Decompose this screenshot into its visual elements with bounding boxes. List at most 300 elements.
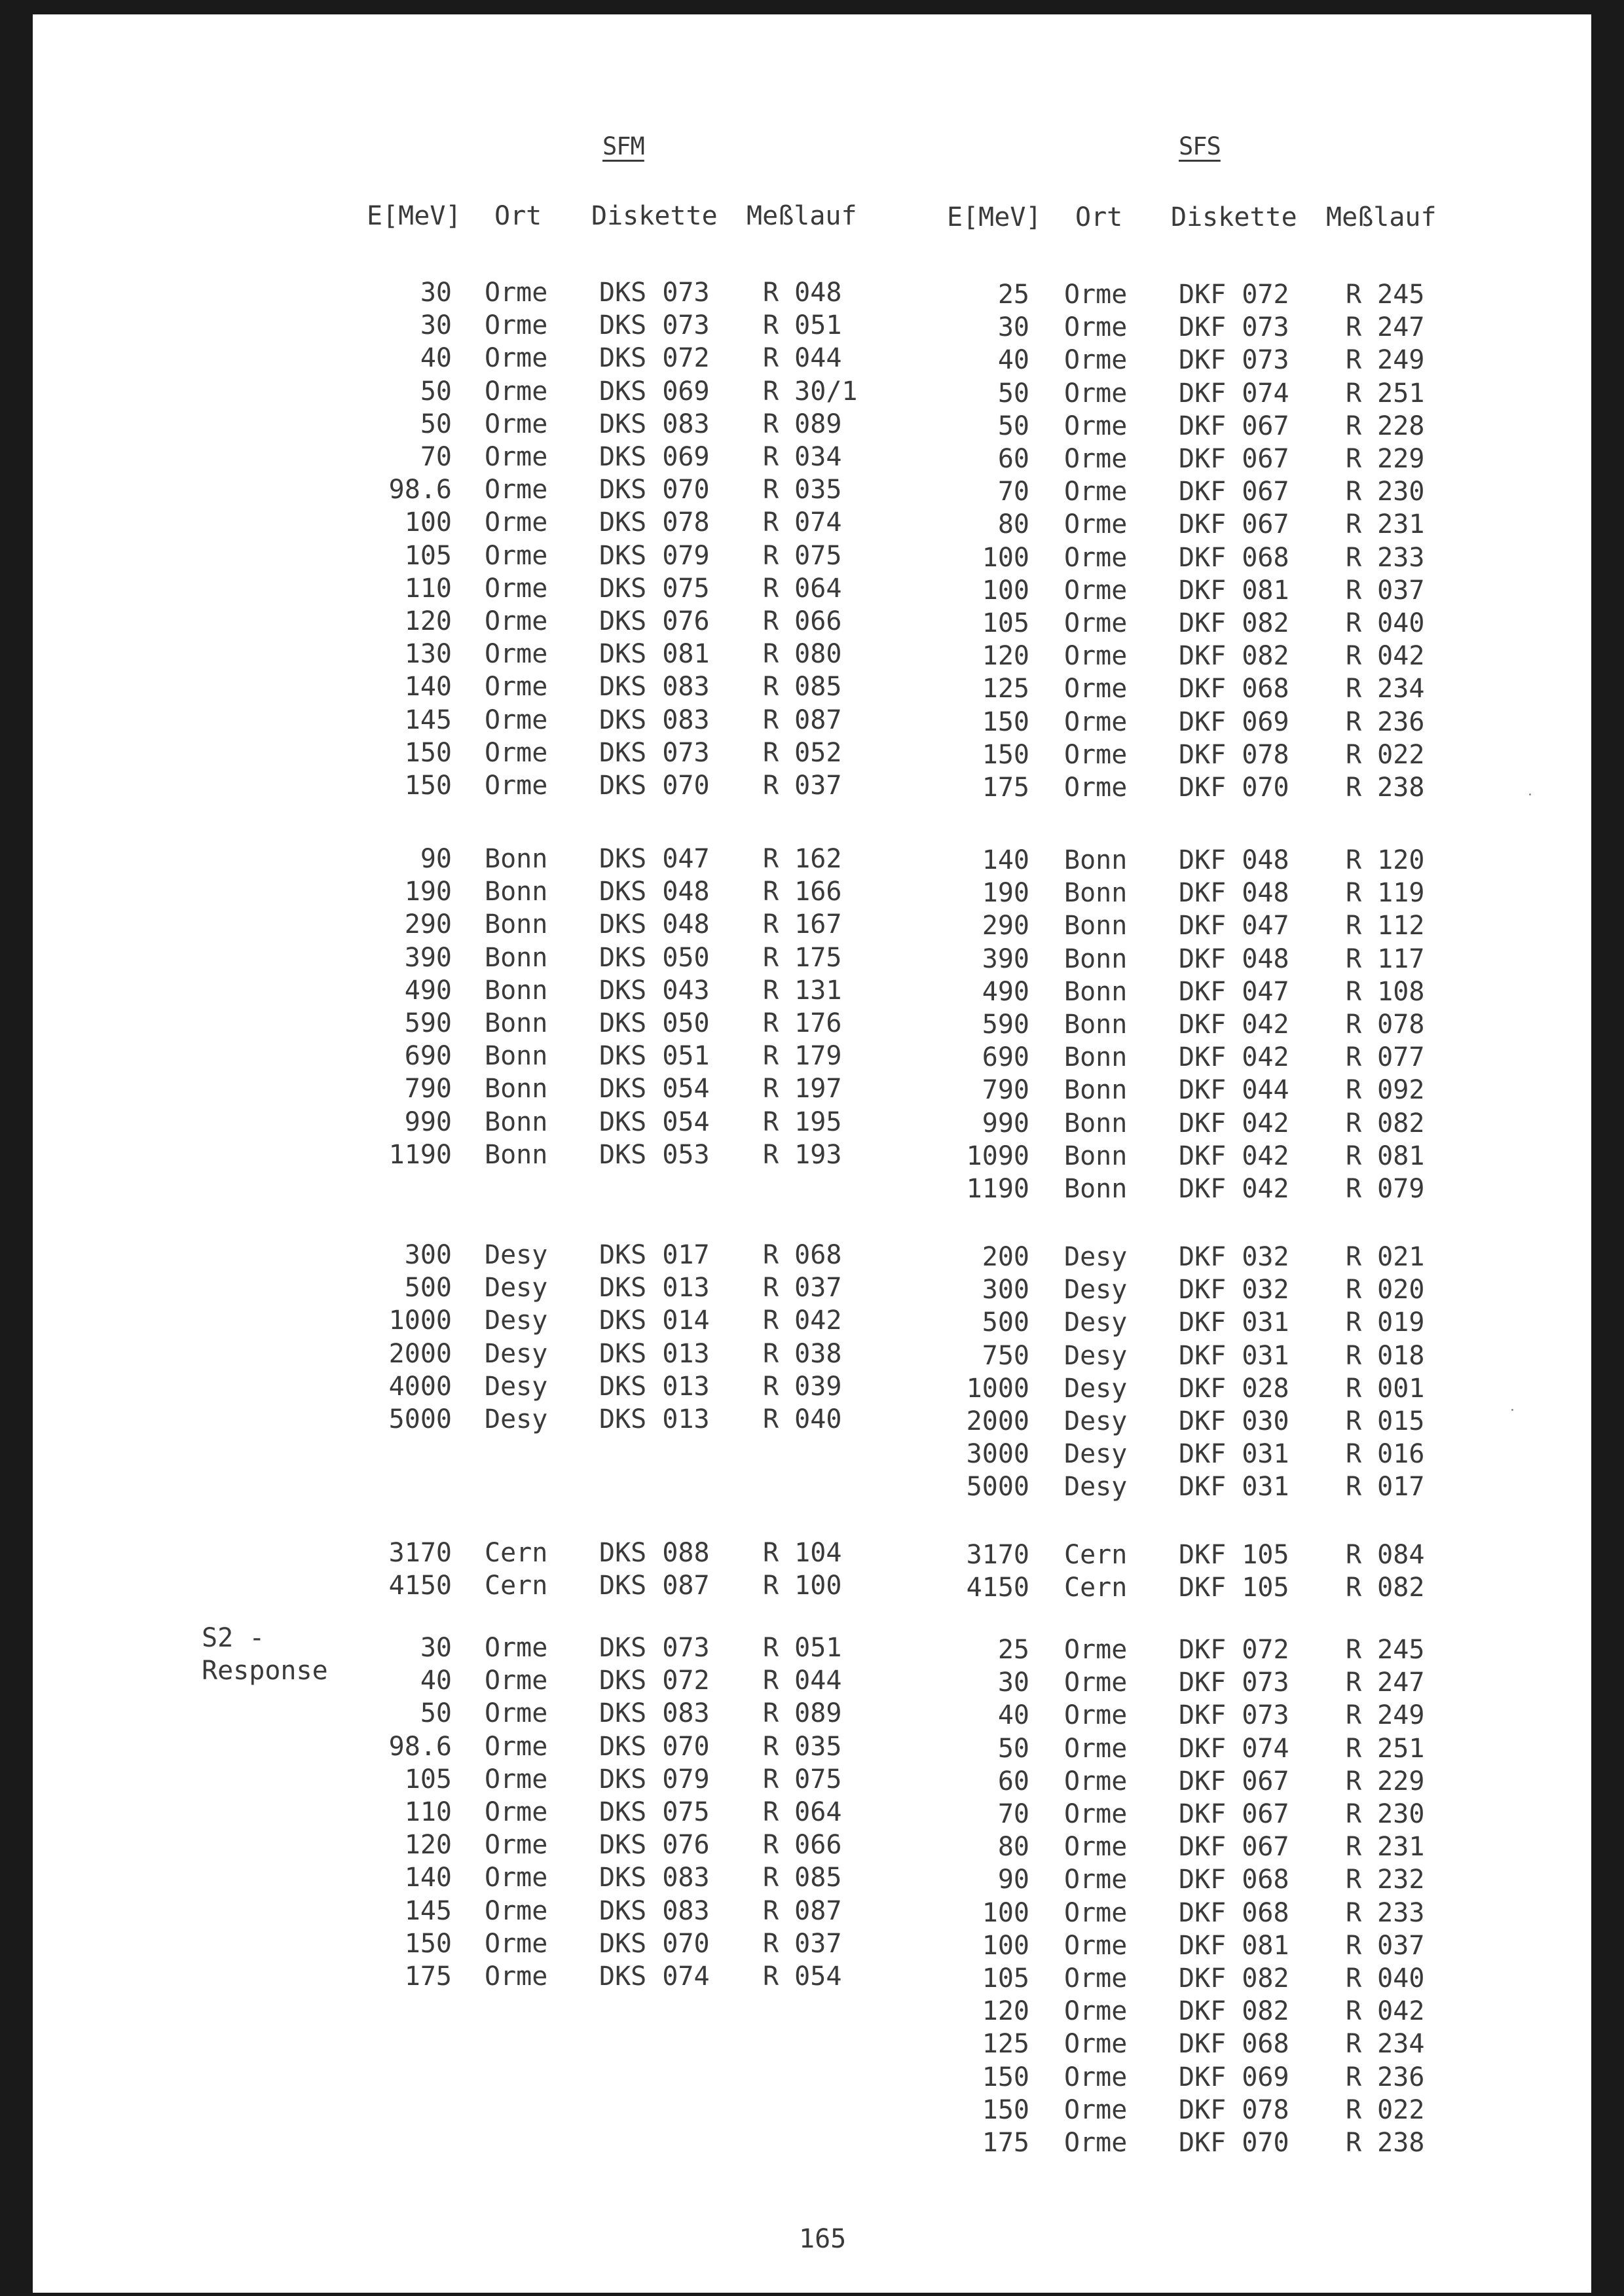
sfm-run-cell: R 048 [763, 278, 842, 308]
sfm-energy-cell: 130 [404, 639, 452, 670]
sfm-energy-cell: 140 [404, 1863, 452, 1893]
sfs-energy-cell: 3170 [966, 1540, 1029, 1570]
sfm-energy-cell: 1000 [388, 1305, 452, 1336]
sfs-energy-cell: 1090 [966, 1140, 1029, 1171]
sfs-site-cell: Orme [1064, 1930, 1128, 1961]
sfs-run-cell: R 037 [1346, 575, 1425, 606]
sfm-site-cell: Orme [485, 1633, 548, 1663]
sfs-run-cell: R 037 [1346, 1930, 1425, 1961]
sfs-run-cell: R 015 [1346, 1406, 1425, 1436]
sfs-run-cell: R 232 [1346, 1865, 1425, 1895]
sfm-energy-cell: 290 [404, 909, 452, 940]
sfs-run-cell: R 082 [1346, 1573, 1425, 1603]
sfm-site-cell: Orme [485, 540, 548, 571]
sfm-energy-cell: 3170 [388, 1538, 452, 1568]
sfs-disk-cell: DKF 078 [1179, 2094, 1289, 2125]
sfm-site-header: Ort [494, 201, 542, 231]
sfs-run-cell: R 230 [1346, 1799, 1425, 1829]
sfm-site-cell: Orme [485, 1928, 548, 1959]
sfm-site-cell: Orme [485, 475, 548, 505]
sfs-site-cell: Orme [1064, 608, 1128, 638]
sfm-energy-header: E[MeV] [367, 201, 462, 231]
sfs-site-cell: Orme [1064, 1635, 1128, 1665]
sfs-disk-cell: DKF 042 [1179, 1042, 1289, 1073]
sfs-disk-cell: DKF 070 [1179, 2128, 1289, 2158]
sfs-site-cell: Bonn [1064, 1174, 1128, 1204]
sfm-run-cell: R 035 [763, 1731, 842, 1762]
sfs-disk-cell: DKF 073 [1179, 1667, 1289, 1698]
sfm-disk-cell: DKS 083 [599, 704, 710, 735]
sfm-section-title: SFM [602, 132, 644, 160]
sfs-energy-cell: 30 [997, 1667, 1029, 1698]
sfm-disk-cell: DKS 083 [599, 1698, 710, 1729]
sfm-run-cell: R 037 [763, 1273, 842, 1303]
sfs-site-cell: Orme [1064, 378, 1128, 409]
sfm-energy-cell: 150 [404, 771, 452, 801]
sfs-site-cell: Orme [1064, 674, 1128, 704]
sfm-site-cell: Orme [485, 639, 548, 670]
sfs-site-cell: Bonn [1064, 878, 1128, 909]
sfm-run-cell: R 104 [763, 1538, 842, 1568]
sfs-site-cell: Desy [1064, 1307, 1128, 1338]
sfm-disk-cell: DKS 076 [599, 1830, 710, 1861]
sfm-energy-cell: 1190 [388, 1139, 452, 1170]
sfs-site-cell: Orme [1064, 2128, 1128, 2158]
sfm-disk-cell: DKS 050 [599, 942, 710, 973]
sfs-site-cell: Orme [1064, 1667, 1128, 1698]
sfm-site-cell: Bonn [485, 844, 548, 874]
sfs-run-header: Meßlauf [1326, 202, 1437, 232]
sfs-site-cell: Orme [1064, 1897, 1128, 1928]
sfm-disk-cell: DKS 017 [599, 1240, 710, 1270]
sfm-disk-cell: DKS 075 [599, 573, 710, 604]
sfm-site-cell: Desy [485, 1371, 548, 1402]
sfs-energy-cell: 500 [982, 1307, 1029, 1338]
sfs-disk-cell: DKF 032 [1179, 1242, 1289, 1272]
sfs-disk-cell: DKF 067 [1179, 509, 1289, 540]
sfm-disk-cell: DKS 081 [599, 639, 710, 670]
sfm-run-cell: R 038 [763, 1338, 842, 1369]
sfm-run-cell: R 075 [763, 1764, 842, 1795]
sfs-run-cell: R 040 [1346, 608, 1425, 638]
sfs-site-cell: Bonn [1064, 911, 1128, 941]
sfs-run-cell: R 017 [1346, 1472, 1425, 1503]
sfm-site-cell: Orme [485, 343, 548, 374]
sfm-run-cell: R 064 [763, 1797, 842, 1827]
sfs-site-cell: Orme [1064, 773, 1128, 803]
sfs-site-cell: Orme [1064, 706, 1128, 737]
sfm-energy-cell: 100 [404, 507, 452, 538]
sfs-site-cell: Bonn [1064, 845, 1128, 875]
sfm-run-cell: R 034 [763, 442, 842, 472]
sfs-run-cell: R 245 [1346, 1635, 1425, 1665]
sfs-run-cell: R 119 [1346, 878, 1425, 909]
sfm-energy-cell: 690 [404, 1041, 452, 1072]
sfm-site-cell: Orme [485, 672, 548, 702]
sfs-disk-cell: DKF 068 [1179, 1897, 1289, 1928]
sfm-energy-cell: 30 [420, 310, 452, 341]
sfs-energy-cell: 50 [997, 1733, 1029, 1764]
sfm-site-cell: Bonn [485, 1074, 548, 1104]
sfm-run-cell: R 195 [763, 1106, 842, 1137]
sfm-disk-cell: DKS 076 [599, 606, 710, 636]
sfm-disk-cell: DKS 070 [599, 1928, 710, 1959]
sfs-energy-cell: 175 [982, 2128, 1029, 2158]
sfm-disk-cell: DKS 083 [599, 409, 710, 439]
sfm-run-cell: R 075 [763, 540, 842, 571]
sfm-run-cell: R 162 [763, 844, 842, 874]
sfs-disk-cell: DKF 105 [1179, 1540, 1289, 1570]
sfs-run-cell: R 247 [1346, 1667, 1425, 1698]
sfm-energy-cell: 4000 [388, 1371, 452, 1402]
sfs-run-cell: R 236 [1346, 706, 1425, 737]
sfm-energy-cell: 40 [420, 343, 452, 374]
sfs-run-cell: R 108 [1346, 976, 1425, 1007]
sfm-energy-cell: 70 [420, 442, 452, 472]
sfs-run-cell: R 231 [1346, 509, 1425, 540]
sfs-disk-cell: DKF 028 [1179, 1373, 1289, 1404]
sfs-disk-cell: DKF 074 [1179, 1733, 1289, 1764]
sfs-energy-cell: 1190 [966, 1174, 1029, 1204]
sfs-energy-cell: 100 [982, 575, 1029, 606]
sfm-disk-cell: DKS 048 [599, 909, 710, 940]
sfm-run-cell: R 064 [763, 573, 842, 604]
sfs-run-cell: R 120 [1346, 845, 1425, 875]
sfm-run-cell: R 037 [763, 771, 842, 801]
sfm-energy-cell: 490 [404, 975, 452, 1006]
sfm-disk-cell: DKS 043 [599, 975, 710, 1006]
sfm-site-cell: Orme [485, 1764, 548, 1795]
sfs-disk-cell: DKF 048 [1179, 878, 1289, 909]
sfs-energy-cell: 750 [982, 1340, 1029, 1371]
sfm-site-cell: Orme [485, 409, 548, 439]
sfs-disk-cell: DKF 042 [1179, 1010, 1289, 1040]
sfm-energy-cell: 500 [404, 1273, 452, 1303]
sfm-run-cell: R 175 [763, 942, 842, 973]
sfs-energy-cell: 50 [997, 410, 1029, 441]
sfs-disk-cell: DKF 067 [1179, 477, 1289, 507]
sfs-energy-cell: 80 [997, 1832, 1029, 1863]
sfm-disk-cell: DKS 083 [599, 1895, 710, 1926]
sfm-site-cell: Orme [485, 1797, 548, 1827]
sfm-energy-cell: 105 [404, 540, 452, 571]
sfs-disk-cell: DKF 042 [1179, 1174, 1289, 1204]
sfs-energy-cell: 5000 [966, 1472, 1029, 1503]
sfs-energy-cell: 150 [982, 739, 1029, 770]
sfm-energy-cell: 140 [404, 672, 452, 702]
sfs-run-cell: R 230 [1346, 477, 1425, 507]
sfm-run-cell: R 166 [763, 877, 842, 907]
sfm-site-cell: Orme [485, 1961, 548, 1992]
sfm-disk-cell: DKS 072 [599, 1666, 710, 1696]
sfm-disk-cell: DKS 051 [599, 1041, 710, 1072]
sfs-energy-cell: 200 [982, 1242, 1029, 1272]
sfs-disk-cell: DKF 072 [1179, 1635, 1289, 1665]
sfm-disk-cell: DKS 070 [599, 1731, 710, 1762]
sfm-energy-cell: 98.6 [388, 1731, 452, 1762]
sfm-disk-cell: DKS 072 [599, 343, 710, 374]
sfs-energy-cell: 70 [997, 1799, 1029, 1829]
sfm-disk-cell: DKS 069 [599, 376, 710, 407]
sfs-site-cell: Desy [1064, 1340, 1128, 1371]
sfm-site-cell: Orme [485, 1863, 548, 1893]
sfs-energy-cell: 300 [982, 1275, 1029, 1305]
sfs-energy-cell: 490 [982, 976, 1029, 1007]
sfs-run-cell: R 251 [1346, 1733, 1425, 1764]
sfm-run-cell: R 066 [763, 606, 842, 636]
sfs-disk-cell: DKF 067 [1179, 444, 1289, 474]
sfs-energy-header: E[MeV] [947, 202, 1042, 232]
sfs-disk-cell: DKF 074 [1179, 378, 1289, 409]
sfm-site-cell: Orme [485, 310, 548, 341]
sfs-site-cell: Orme [1064, 542, 1128, 573]
sfm-energy-cell: 50 [420, 409, 452, 439]
sfs-site-cell: Orme [1064, 641, 1128, 672]
sfs-disk-cell: DKF 068 [1179, 2029, 1289, 2060]
sfm-site-cell: Orme [485, 1666, 548, 1696]
sfs-site-cell: Orme [1064, 477, 1128, 507]
sfs-energy-cell: 40 [997, 1700, 1029, 1731]
sfs-run-cell: R 234 [1346, 674, 1425, 704]
sfs-disk-cell: DKF 067 [1179, 1832, 1289, 1863]
sfs-disk-cell: DKF 069 [1179, 706, 1289, 737]
sfs-disk-cell: DKF 031 [1179, 1472, 1289, 1503]
sfs-energy-cell: 150 [982, 706, 1029, 737]
sfs-disk-cell: DKF 047 [1179, 911, 1289, 941]
sfs-site-cell: Orme [1064, 1865, 1128, 1895]
sfs-run-cell: R 001 [1346, 1373, 1425, 1404]
sfs-energy-cell: 990 [982, 1108, 1029, 1139]
sfm-energy-cell: 110 [404, 1797, 452, 1827]
sfs-disk-cell: DKF 031 [1179, 1307, 1289, 1338]
sfs-energy-cell: 30 [997, 312, 1029, 343]
sfs-site-cell: Orme [1064, 280, 1128, 310]
sfm-site-cell: Orme [485, 704, 548, 735]
sfm-site-cell: Bonn [485, 1041, 548, 1072]
sfs-site-cell: Orme [1064, 1733, 1128, 1764]
sfs-site-cell: Bonn [1064, 976, 1128, 1007]
sfm-disk-header: Diskette [591, 201, 718, 231]
sfs-disk-cell: DKF 078 [1179, 739, 1289, 770]
sfm-run-cell: R 197 [763, 1074, 842, 1104]
sfs-disk-cell: DKF 032 [1179, 1275, 1289, 1305]
sfs-run-cell: R 231 [1346, 1832, 1425, 1863]
sfs-site-cell: Cern [1064, 1540, 1128, 1570]
sfs-disk-cell: DKF 067 [1179, 1799, 1289, 1829]
sfm-site-cell: Orme [485, 278, 548, 308]
sfm-energy-cell: 145 [404, 704, 452, 735]
s2-response-label-line2: Response [202, 1656, 328, 1686]
sfm-site-cell: Orme [485, 606, 548, 636]
sfm-disk-cell: DKS 073 [599, 1633, 710, 1663]
sfs-site-cell: Orme [1064, 345, 1128, 376]
sfs-disk-cell: DKF 072 [1179, 280, 1289, 310]
sfs-run-cell: R 040 [1346, 1963, 1425, 1994]
sfs-site-cell: Orme [1064, 2062, 1128, 2092]
sfm-energy-cell: 50 [420, 376, 452, 407]
sfm-disk-cell: DKS 054 [599, 1106, 710, 1137]
sfs-run-cell: R 249 [1346, 345, 1425, 376]
sfm-energy-cell: 145 [404, 1895, 452, 1926]
sfs-run-cell: R 228 [1346, 410, 1425, 441]
sfm-disk-cell: DKS 075 [599, 1797, 710, 1827]
sfs-energy-cell: 175 [982, 773, 1029, 803]
sfs-disk-cell: DKF 068 [1179, 542, 1289, 573]
sfm-disk-cell: DKS 079 [599, 540, 710, 571]
sfm-site-cell: Orme [485, 376, 548, 407]
sfs-run-cell: R 249 [1346, 1700, 1425, 1731]
sfs-site-cell: Orme [1064, 2029, 1128, 2060]
sfs-energy-cell: 190 [982, 878, 1029, 909]
sfm-run-cell: R 035 [763, 475, 842, 505]
sfm-disk-cell: DKS 013 [599, 1371, 710, 1402]
sfs-site-cell: Bonn [1064, 1042, 1128, 1073]
sfs-site-header: Ort [1075, 202, 1123, 232]
sfm-disk-cell: DKS 013 [599, 1338, 710, 1369]
sfm-site-cell: Cern [485, 1538, 548, 1568]
sfs-run-cell: R 079 [1346, 1174, 1425, 1204]
sfs-energy-cell: 140 [982, 845, 1029, 875]
sfm-energy-cell: 150 [404, 1928, 452, 1959]
sfm-site-cell: Bonn [485, 1008, 548, 1038]
sfs-energy-cell: 290 [982, 911, 1029, 941]
sfs-run-cell: R 238 [1346, 2128, 1425, 2158]
sfm-energy-cell: 120 [404, 606, 452, 636]
sfs-site-cell: Bonn [1064, 943, 1128, 974]
sfm-site-cell: Desy [485, 1404, 548, 1434]
sfs-energy-cell: 60 [997, 444, 1029, 474]
sfm-run-cell: R 074 [763, 507, 842, 538]
page-number: 165 [799, 2224, 847, 2254]
sfs-run-cell: R 022 [1346, 739, 1425, 770]
sfm-energy-cell: 300 [404, 1240, 452, 1270]
sfm-site-cell: Bonn [485, 1139, 548, 1170]
sfs-disk-cell: DKF 042 [1179, 1108, 1289, 1139]
sfm-site-cell: Orme [485, 1698, 548, 1729]
sfm-disk-cell: DKS 047 [599, 844, 710, 874]
sfm-energy-cell: 30 [420, 1633, 452, 1663]
sfs-site-cell: Orme [1064, 1832, 1128, 1863]
sfs-energy-cell: 4150 [966, 1573, 1029, 1603]
sfm-disk-cell: DKS 087 [599, 1571, 710, 1601]
sfs-energy-cell: 120 [982, 641, 1029, 672]
sfs-disk-cell: DKF 067 [1179, 410, 1289, 441]
sfs-site-cell: Orme [1064, 444, 1128, 474]
sfs-disk-cell: DKF 031 [1179, 1439, 1289, 1470]
sfs-disk-cell: DKF 073 [1179, 345, 1289, 376]
sfs-site-cell: Orme [1064, 2094, 1128, 2125]
sfs-site-cell: Desy [1064, 1439, 1128, 1470]
sfs-energy-cell: 150 [982, 2062, 1029, 2092]
sfs-run-cell: R 078 [1346, 1010, 1425, 1040]
sfs-run-cell: R 238 [1346, 773, 1425, 803]
sfm-run-cell: R 089 [763, 1698, 842, 1729]
sfm-energy-cell: 30 [420, 278, 452, 308]
sfs-energy-cell: 590 [982, 1010, 1029, 1040]
sfm-site-cell: Orme [485, 1830, 548, 1861]
sfm-disk-cell: DKS 070 [599, 475, 710, 505]
sfs-site-cell: Cern [1064, 1573, 1128, 1603]
sfs-run-cell: R 092 [1346, 1075, 1425, 1106]
sfm-run-cell: R 30/1 [763, 376, 858, 407]
sfs-site-cell: Bonn [1064, 1140, 1128, 1171]
sfs-run-cell: R 117 [1346, 943, 1425, 974]
sfm-disk-cell: DKS 073 [599, 278, 710, 308]
sfm-disk-cell: DKS 014 [599, 1305, 710, 1336]
sfs-disk-cell: DKF 048 [1179, 845, 1289, 875]
sfm-energy-cell: 190 [404, 877, 452, 907]
sfm-energy-cell: 40 [420, 1666, 452, 1696]
sfm-run-cell: R 051 [763, 310, 842, 341]
sfm-run-cell: R 179 [763, 1041, 842, 1072]
sfm-run-cell: R 054 [763, 1961, 842, 1992]
sfm-disk-cell: DKS 074 [599, 1961, 710, 1992]
sfs-energy-cell: 105 [982, 608, 1029, 638]
sfm-run-cell: R 068 [763, 1240, 842, 1270]
sfm-run-cell: R 087 [763, 1895, 842, 1926]
sfm-run-cell: R 089 [763, 409, 842, 439]
sfs-site-cell: Orme [1064, 410, 1128, 441]
sfm-disk-cell: DKS 079 [599, 1764, 710, 1795]
sfm-energy-cell: 50 [420, 1698, 452, 1729]
s2-response-label-line1: S2 - [202, 1623, 265, 1653]
sfm-site-cell: Desy [485, 1338, 548, 1369]
sfm-site-cell: Bonn [485, 1106, 548, 1137]
sfs-energy-cell: 100 [982, 1930, 1029, 1961]
sfm-site-cell: Orme [485, 1895, 548, 1926]
sfs-site-cell: Bonn [1064, 1075, 1128, 1106]
sfs-run-cell: R 233 [1346, 542, 1425, 573]
sfs-run-cell: R 077 [1346, 1042, 1425, 1073]
sfm-run-cell: R 100 [763, 1571, 842, 1601]
sfs-energy-cell: 50 [997, 378, 1029, 409]
sfm-disk-cell: DKS 083 [599, 672, 710, 702]
sfs-disk-cell: DKF 082 [1179, 1996, 1289, 2027]
sfm-disk-cell: DKS 083 [599, 1863, 710, 1893]
sfs-disk-header: Diskette [1171, 202, 1297, 232]
sfm-energy-cell: 4150 [388, 1571, 452, 1601]
sfs-run-cell: R 020 [1346, 1275, 1425, 1305]
sfm-run-cell: R 080 [763, 639, 842, 670]
sfs-site-cell: Orme [1064, 739, 1128, 770]
sfm-energy-cell: 150 [404, 737, 452, 768]
sfm-energy-cell: 105 [404, 1764, 452, 1795]
sfs-disk-cell: DKF 031 [1179, 1340, 1289, 1371]
sfm-site-cell: Bonn [485, 975, 548, 1006]
sfm-site-cell: Bonn [485, 877, 548, 907]
sfs-site-cell: Desy [1064, 1242, 1128, 1272]
sfs-site-cell: Desy [1064, 1373, 1128, 1404]
sfs-disk-cell: DKF 044 [1179, 1075, 1289, 1106]
sfs-run-cell: R 229 [1346, 444, 1425, 474]
sfs-site-cell: Desy [1064, 1275, 1128, 1305]
sfm-site-cell: Desy [485, 1305, 548, 1336]
sfm-energy-cell: 90 [420, 844, 452, 874]
sfm-site-cell: Orme [485, 1731, 548, 1762]
sfs-disk-cell: DKF 048 [1179, 943, 1289, 974]
sfs-run-cell: R 081 [1346, 1140, 1425, 1171]
sfs-run-cell: R 042 [1346, 1996, 1425, 2027]
sfs-site-cell: Orme [1064, 1799, 1128, 1829]
sfs-energy-cell: 70 [997, 477, 1029, 507]
sfs-run-cell: R 019 [1346, 1307, 1425, 1338]
sfm-disk-cell: DKS 088 [599, 1538, 710, 1568]
sfm-run-cell: R 051 [763, 1633, 842, 1663]
sfm-site-cell: Orme [485, 507, 548, 538]
sfs-disk-cell: DKF 082 [1179, 608, 1289, 638]
sfm-run-cell: R 131 [763, 975, 842, 1006]
sfm-site-cell: Orme [485, 442, 548, 472]
